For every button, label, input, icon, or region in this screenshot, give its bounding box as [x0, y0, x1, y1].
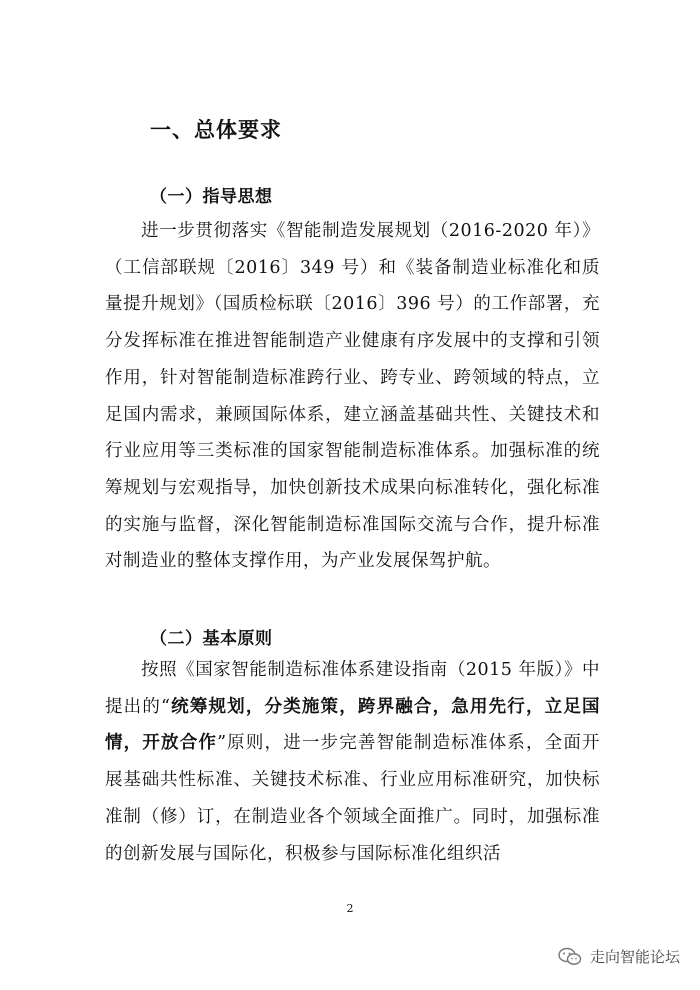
watermark [558, 946, 680, 967]
page-number: 2 [346, 902, 354, 915]
wechat-icon [558, 947, 582, 967]
principles-bold-text: 统筹规划，分类施策，跨界融合，急用先行，立足国情，开放合作 [105, 696, 601, 754]
paragraph-text-start: 按照《国家智能制造标准体系建设指南（2015 年版）》中提出的“ [105, 660, 600, 717]
watermark-text: 走向智能论坛 [589, 948, 680, 966]
paragraph-text: 进一步贯彻落实《智能制造发展规划（2016-2020 年）》（工信部联规〔2016〕349 号）和《装备制造业标准化和质量提升规划》（国质检标联〔2016〕396 号）的工作部署，充分发挥标准在推进智能制造产业健康有序发展中的支撑和引领作用，针对智能制造标准跨行业、跨专业、跨领域的特点，立足国内需求，兼顾国际体系，建立涵盖基础共性、关键技术和行业应用等三类标准的国家智能制造标准体系。加强标准的统筹规划与宏观指导，加快创新技术成果向标准转化，强化标准的实施与监督，深化智能制造标准国际交流与合作，提升标准对制造业的整体支撑作用，为产业发展保驾护航。 [105, 221, 600, 572]
paragraph-basic-principles [105, 652, 600, 872]
paragraph-guiding-ideology [105, 213, 600, 580]
paragraph-text-end: ”原则，进一步完善智能制造标准体系，全面开展基础共性标准、关键技术标准、行业应用标准研究，加快标准制（修）订，在制造业各个领域全面推广。同时，加强标准的创新发展与国际化，积极参与国际标准化组织活 [105, 733, 601, 864]
subsection-title-guiding-ideology: （一）指导思想 [150, 187, 273, 207]
subsection-title-basic-principles: （二）基本原则 [150, 629, 273, 649]
section-title: 一、总体要求 [150, 118, 282, 142]
